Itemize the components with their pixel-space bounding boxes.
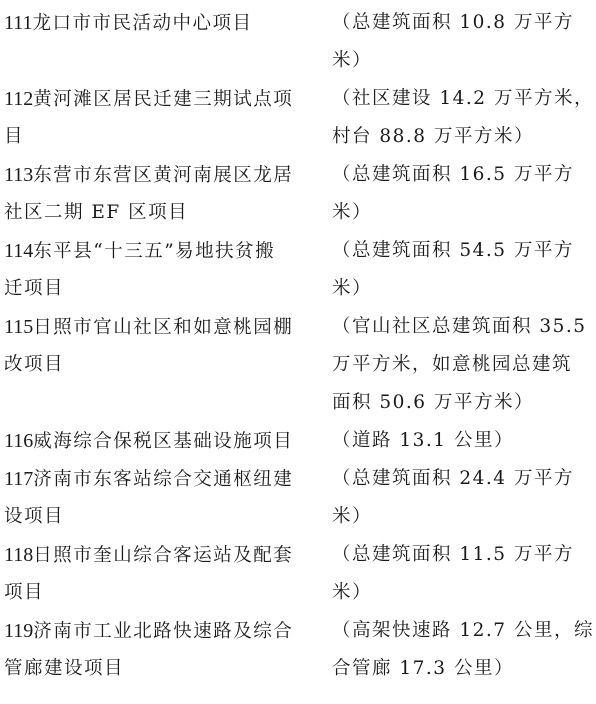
project-description-line: （高架快速路 12.7 公里，综 (332, 620, 594, 641)
project-name-text: 社区二期 EF 区项目 (4, 202, 189, 223)
project-name-text: 东营市东营区黄河南展区龙居 (33, 165, 294, 186)
project-name-text: 日照市官山社区和如意桃园棚 (33, 317, 294, 338)
project-number: 118 (4, 544, 34, 566)
project-item (4, 422, 592, 460)
project-description-line: 米） (332, 202, 373, 223)
project-description-line: 万平方米，如意桃园总建筑 (332, 354, 573, 375)
project-name-text: 济南市工业北路快速路及综合 (33, 621, 294, 642)
project-name-text: 改项目 (4, 354, 65, 375)
project-description (332, 422, 588, 460)
project-description (332, 156, 588, 232)
project-name-line (4, 498, 332, 536)
project-description (332, 536, 588, 612)
project-name-text: 日照市奎山综合客运站及配套 (33, 545, 294, 566)
project-name-line (4, 194, 332, 232)
project-item (4, 156, 592, 232)
project-name-text: 管廊建设项目 (4, 658, 125, 679)
project-name-line (4, 80, 332, 118)
project-description (332, 232, 588, 308)
project-description-line: （总建筑面积 11.5 万平方 (332, 544, 574, 565)
project-name (4, 232, 332, 308)
project-number: 113 (4, 164, 34, 186)
project-description-line: 米） (332, 50, 373, 71)
project-name-line (4, 308, 332, 346)
project-name-text: 黄河滩区居民迁建三期试点项 (33, 89, 294, 110)
project-name-line (4, 574, 332, 612)
project-description-line: 村台 88.8 万平方米） (332, 126, 534, 147)
project-name-line (4, 42, 332, 80)
project-number: 114 (4, 240, 34, 262)
project-description (332, 612, 594, 688)
project-number: 115 (4, 316, 34, 338)
project-description-line: （总建筑面积 54.5 万平方 (332, 240, 574, 261)
project-name-text: 项目 (4, 582, 45, 603)
project-description-line: （社区建设 14.2 万平方米， (332, 88, 594, 109)
project-description-line: 面积 50.6 万平方米） (332, 392, 534, 413)
project-description-line: （官山社区总建筑面积 35.5 (332, 316, 587, 337)
project-name-text: 龙口市市民活动中心项目 (32, 13, 253, 34)
project-name (4, 308, 332, 422)
project-name (4, 460, 332, 536)
project-name (4, 612, 332, 688)
project-description-line: 米） (332, 582, 373, 603)
project-description (332, 308, 588, 422)
project-number: 117 (4, 468, 34, 490)
project-description (332, 460, 588, 536)
project-name-text: 威海综合保税区基础设施项目 (33, 431, 294, 452)
project-name-line (4, 118, 332, 156)
project-description (332, 4, 588, 80)
project-item (4, 536, 592, 612)
project-description-line: 合管廊 17.3 公里） (332, 658, 514, 679)
project-name (4, 422, 332, 460)
project-name-text: 目 (4, 126, 25, 147)
project-description-line: （总建筑面积 16.5 万平方 (332, 164, 574, 185)
project-name (4, 80, 332, 156)
project-item (4, 460, 592, 536)
project-item (4, 308, 592, 422)
project-name (4, 536, 332, 612)
project-description-line: 米） (332, 278, 373, 299)
project-name-line (4, 650, 332, 688)
project-name-line (4, 536, 332, 574)
project-number: 112 (4, 88, 34, 110)
project-name-line (4, 232, 332, 270)
project-description-line: （道路 13.1 公里） (332, 430, 514, 451)
project-name-line (4, 4, 332, 42)
project-name-line (4, 270, 332, 308)
project-description (332, 80, 594, 156)
project-name-line (4, 346, 332, 384)
project-number: 119 (4, 620, 34, 642)
project-number: 116 (4, 430, 34, 452)
project-description-line: 米） (332, 506, 373, 527)
project-item (4, 4, 592, 80)
project-name-line (4, 612, 332, 650)
project-name-text: 东平县“十三五”易地扶贫搬 (33, 241, 276, 262)
project-list (4, 4, 592, 688)
project-number: 111 (4, 12, 33, 34)
project-name-text: 设项目 (4, 506, 65, 527)
project-name-text: 迁项目 (4, 278, 65, 299)
project-name (4, 4, 332, 80)
project-name-text: 济南市东客站综合交通枢纽建 (33, 469, 294, 490)
project-name-line (4, 156, 332, 194)
project-item (4, 80, 592, 156)
project-description-line: （总建筑面积 24.4 万平方 (332, 468, 574, 489)
project-name-line (4, 422, 332, 460)
project-item (4, 232, 592, 308)
project-item (4, 612, 592, 688)
project-name-line (4, 460, 332, 498)
project-description-line: （总建筑面积 10.8 万平方 (332, 12, 574, 33)
project-name (4, 156, 332, 232)
project-name-line (4, 384, 332, 422)
